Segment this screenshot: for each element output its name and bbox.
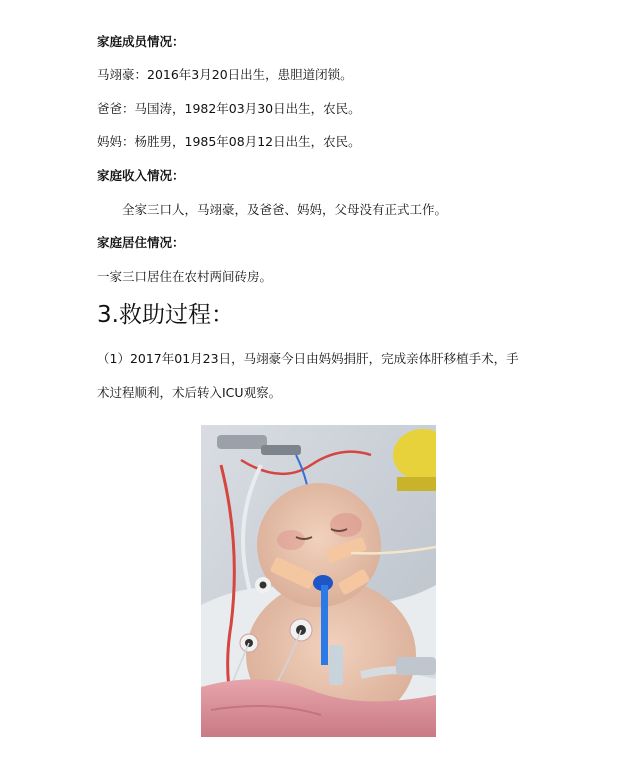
residence-text: 一家三口居住在农村两间砖房。 — [97, 269, 273, 284]
income-heading: 家庭收入情况： — [97, 168, 185, 183]
family-member-father: 爸爸：马国涛，1982年03月30日出生，农民。 — [97, 101, 361, 116]
family-heading: 家庭成员情况： — [97, 34, 185, 49]
income-text: 全家三口人，马翊豪，及爸爸、妈妈，父母没有正式工作。 — [122, 202, 448, 217]
rescue-paragraph-line-1: （1）2017年01月23日，马翊豪今日由妈妈捐肝，完成亲体肝移植手术，手 — [97, 351, 519, 366]
family-member-child: 马翊豪：2016年3月20日出生，患胆道闭锁。 — [97, 67, 353, 82]
infant-icu-photo — [201, 425, 436, 737]
residence-heading: 家庭居住情况： — [97, 235, 185, 250]
family-member-mother: 妈妈：杨胜男，1985年08月12日出生，农民。 — [97, 134, 361, 149]
rescue-section-title: 3.救助过程： — [97, 302, 234, 328]
rescue-paragraph-line-2: 术过程顺利，术后转入ICU观察。 — [97, 385, 282, 400]
